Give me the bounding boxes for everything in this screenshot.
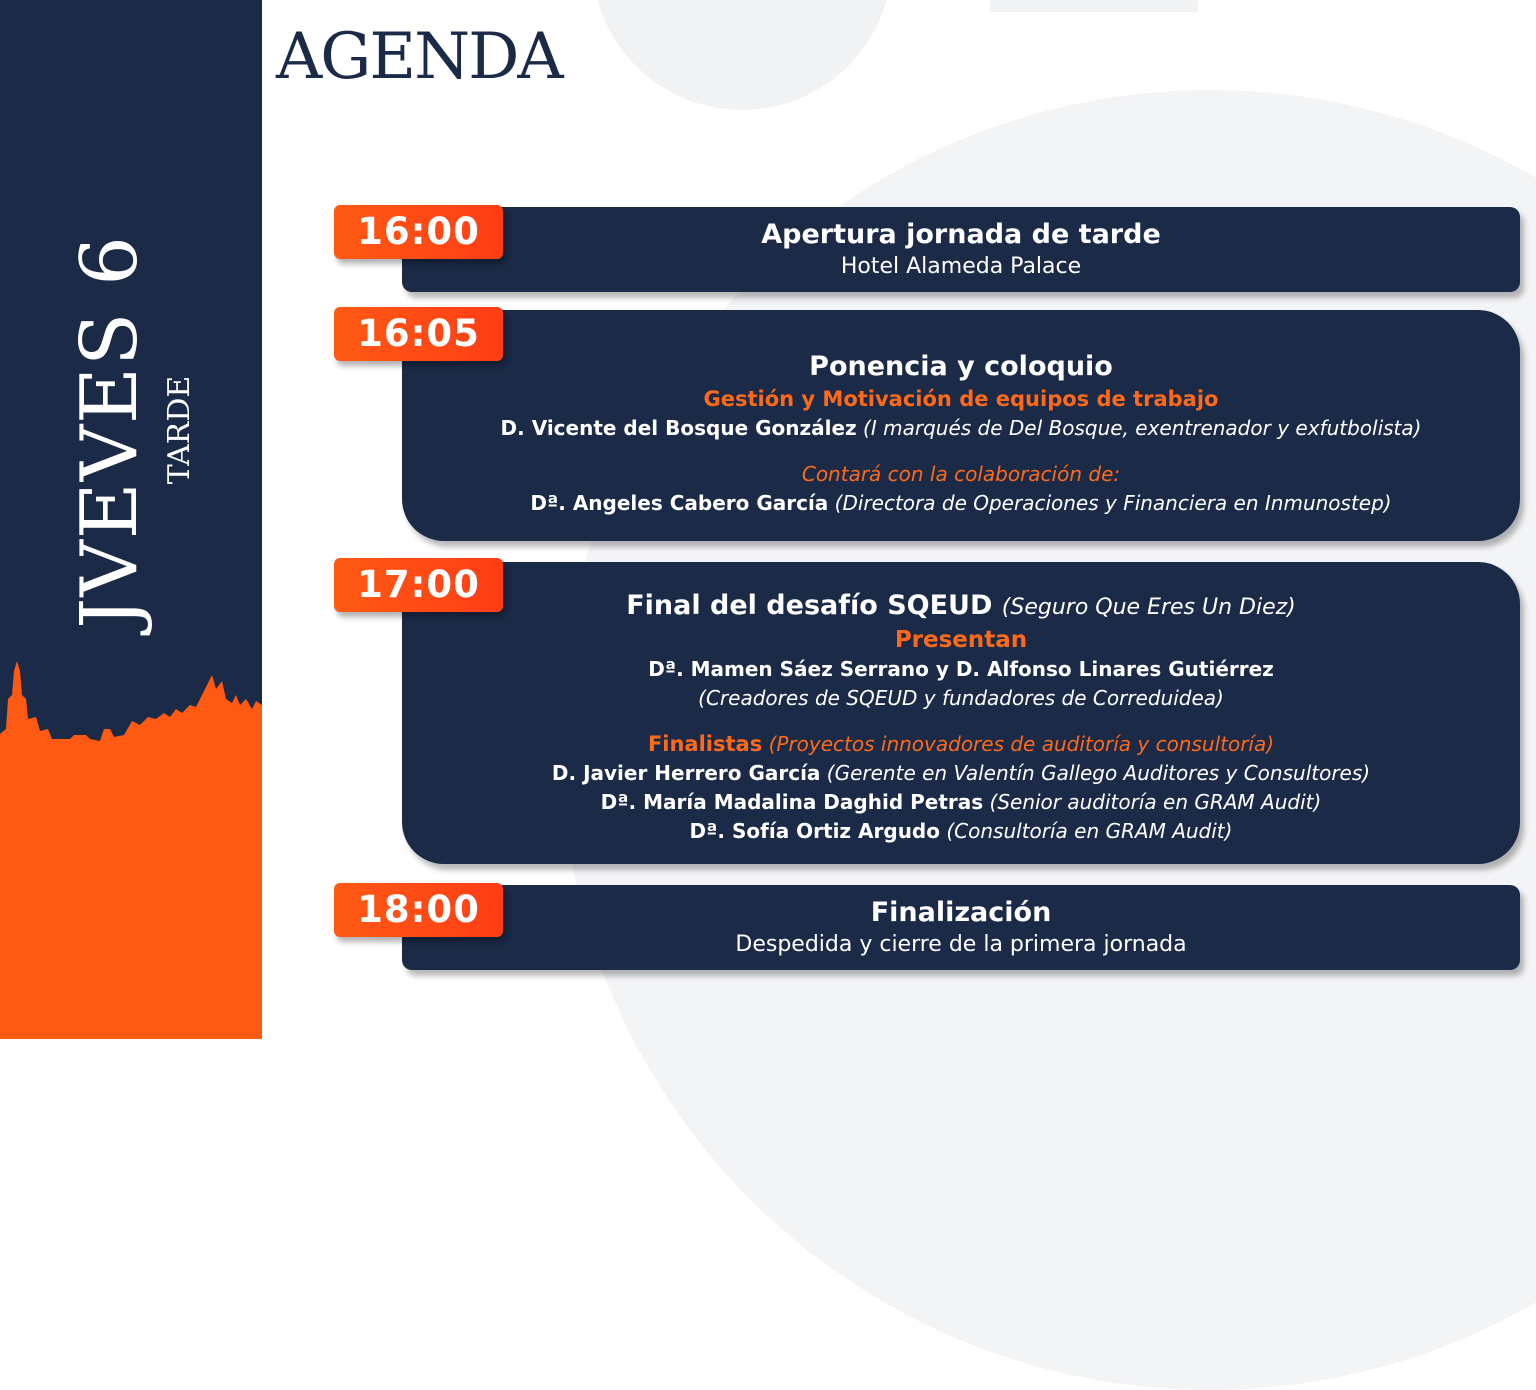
spacer: [402, 443, 1520, 460]
finalist-line: [402, 788, 1520, 817]
agenda-card-3: [402, 562, 1520, 864]
background-bar-top: [990, 0, 1198, 12]
day-subtitle: TARDE: [162, 375, 197, 485]
speaker-name: D. Vicente del Bosque González: [500, 415, 857, 440]
finalists-label: Finalistas: [647, 731, 763, 756]
talk-topic: Gestión y Motivación de equipos de trabajo: [703, 386, 1219, 411]
time-badge-1: 16:00: [334, 205, 503, 259]
finalist-name: Dª. Sofía Ortiz Argudo: [689, 818, 940, 843]
time-badge-4: 18:00: [334, 883, 503, 937]
day-title: JVEVES 6: [65, 235, 155, 629]
agenda-item-subtitle: Hotel Alameda Palace: [840, 253, 1082, 279]
time-badge-2: 16:05: [334, 307, 503, 361]
agenda-item-title: Finalización: [870, 896, 1052, 928]
finalist-name: D. Javier Herrero García: [551, 760, 821, 785]
page-title: AGENDA: [276, 20, 562, 94]
title-note: (Seguro Que Eres Un Diez): [1001, 594, 1296, 620]
background-circle-top: [592, 0, 892, 110]
agenda-card-2: [402, 310, 1520, 541]
presenters-names-text: Dª. Mamen Sáez Serrano y D. Alfonso Linares Gutiérrez: [648, 656, 1274, 681]
finalist-name: Dª. María Madalina Daghid Petras: [600, 789, 984, 814]
agenda-item-subtitle: Despedida y cierre de la primera jornada: [735, 931, 1187, 957]
speaker-line: [402, 414, 1520, 443]
presenters-label: Presentan: [894, 626, 1028, 653]
city-skyline-illustration: [0, 659, 262, 1039]
collaborator-role: (Directora de Operaciones y Financiera en Inmunostep): [834, 490, 1392, 515]
sidebar: [0, 0, 262, 1039]
time-badge-3: 17:00: [334, 558, 503, 612]
collaborator-name: Dª. Angeles Cabero García: [530, 490, 829, 515]
collaborator-line: [402, 489, 1520, 518]
agenda-card-4: [402, 885, 1520, 970]
finalist-role: (Senior auditoría en GRAM Audit): [989, 789, 1322, 814]
agenda-item-title: Ponencia y coloquio: [809, 350, 1113, 382]
finalist-role: (Gerente en Valentín Gallego Auditores y Consultores): [826, 760, 1371, 785]
collaboration-label: Contará con la colaboración de:: [801, 461, 1121, 486]
agenda-card-1: [402, 207, 1520, 292]
agenda-item-title: Final del desafío SQEUD: [626, 589, 993, 621]
finalists-note: (Proyectos innovadores de auditoría y consultoría): [768, 731, 1275, 756]
agenda-item-title-line: [402, 589, 1520, 625]
finalist-role: (Consultoría en GRAM Audit): [946, 818, 1233, 843]
finalist-line: [402, 759, 1520, 788]
presenters-names: [402, 655, 1520, 684]
finalists-header: [402, 729, 1520, 759]
spacer: [402, 713, 1520, 729]
speaker-role: (I marqués de Del Bosque, exentrenador y exfutbolista): [863, 415, 1422, 440]
agenda-item-title: Apertura jornada de tarde: [761, 218, 1161, 250]
presenters-role: (Creadores de SQEUD y fundadores de Correduidea): [698, 685, 1224, 710]
finalist-line: [402, 817, 1520, 846]
